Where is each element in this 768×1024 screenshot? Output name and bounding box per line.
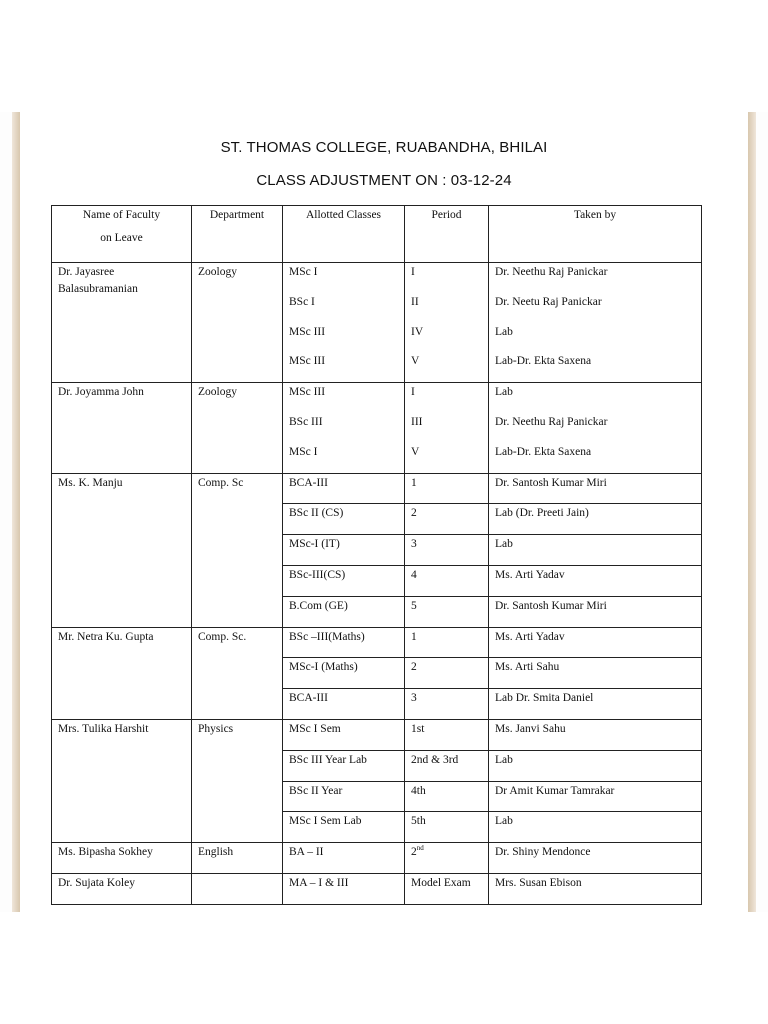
taken-by-cell <box>489 383 702 473</box>
faculty-name: Dr. Sujata Koley <box>52 873 192 904</box>
allotted-class: BCA-III <box>283 474 404 505</box>
department-name: Zoology <box>192 383 283 473</box>
allotted-class-cell <box>283 719 405 842</box>
taken-by: Dr Amit Kumar Tamrakar <box>489 782 701 813</box>
header-taken-by: Taken by <box>489 206 702 263</box>
period-value: 5th <box>411 815 426 828</box>
period-value: V <box>411 355 420 368</box>
allotted-class: MSc I Sem <box>283 720 404 751</box>
allotted-class: BA – II <box>289 846 324 859</box>
allotted-class: MSc III <box>289 325 326 338</box>
period-value-cell <box>405 873 489 904</box>
taken-by: Lab Dr. Smita Daniel <box>495 692 594 705</box>
period-value: V <box>411 445 420 458</box>
department-name: English <box>192 843 283 874</box>
allotted-class-cell <box>283 843 405 874</box>
period-value: 1 <box>405 628 488 659</box>
taken-by-cell <box>489 263 702 383</box>
allotted-class: BSc –III(Maths) <box>283 628 404 659</box>
period-value: 2 <box>405 504 488 535</box>
period-value: 3 <box>405 535 488 566</box>
period-value: 2nd <box>411 844 424 859</box>
taken-by: Dr. Shiny Mendonce <box>495 846 591 859</box>
table-row <box>52 719 702 842</box>
page-shadow-right <box>748 112 756 912</box>
table-row <box>52 843 702 874</box>
period-value: 4th <box>405 782 488 813</box>
allotted-class: BSc III <box>289 415 323 428</box>
allotted-class: BSc-III(CS) <box>283 566 404 597</box>
adjustment-date-title: CLASS ADJUSTMENT ON : 03-12-24 <box>256 172 512 189</box>
taken-by: Dr. Neetu Raj Panickar <box>495 295 602 308</box>
allotted-class-cell <box>283 627 405 719</box>
allotted-class: BCA-III <box>289 692 328 705</box>
header-allotted-classes: Allotted Classes <box>283 206 405 263</box>
allotted-class: BSc III Year Lab <box>283 751 404 782</box>
taken-by: Dr. Santosh Kumar Miri <box>489 474 701 505</box>
taken-by-cell <box>489 627 702 719</box>
period-value-cell <box>405 263 489 383</box>
taken-by: Lab <box>489 751 701 782</box>
faculty-name: Mrs. Tulika Harshit <box>52 719 192 842</box>
period-value-cell <box>405 843 489 874</box>
period-value-cell <box>405 383 489 473</box>
department-name: Zoology <box>192 263 283 383</box>
taken-by: Dr. Neethu Raj Panickar <box>495 415 608 428</box>
allotted-class: B.Com (GE) <box>289 599 348 612</box>
period-value: III <box>411 415 423 428</box>
taken-by: Ms. Arti Yadav <box>489 628 701 659</box>
table-row <box>52 873 702 904</box>
allotted-class-cell <box>283 383 405 473</box>
allotted-class: MSc I Sem Lab <box>289 815 362 828</box>
allotted-class-cell <box>283 873 405 904</box>
period-value: I <box>411 386 415 399</box>
allotted-class: BSc I <box>289 295 315 308</box>
period-value-cell <box>405 473 489 627</box>
taken-by: Ms. Janvi Sahu <box>489 720 701 751</box>
ordinal-suffix: nd <box>416 844 424 853</box>
college-title: ST. THOMAS COLLEGE, RUABANDHA, BHILAI <box>220 139 548 156</box>
period-value: II <box>411 295 419 308</box>
allotted-class: MSc I <box>289 266 318 278</box>
period-value: 5 <box>411 599 417 612</box>
header-department: Department <box>192 206 283 263</box>
allotted-class: MA – I & III <box>289 876 349 889</box>
allotted-class: MSc III <box>289 355 326 368</box>
table-row <box>52 383 702 473</box>
allotted-class: MSc-I (Maths) <box>283 658 404 689</box>
table-header-row <box>52 206 702 263</box>
taken-by: Mrs. Susan Ebison <box>495 876 582 889</box>
taken-by: Dr. Neethu Raj Panickar <box>495 266 608 278</box>
table-row <box>52 263 702 383</box>
period-value: Model Exam <box>411 876 471 889</box>
allotted-class: MSc III <box>289 386 326 399</box>
taken-by-cell <box>489 473 702 627</box>
period-value: 1st <box>405 720 488 751</box>
table-row <box>52 627 702 719</box>
allotted-class-cell <box>283 473 405 627</box>
department-name <box>192 873 283 904</box>
faculty-name: Ms. K. Manju <box>52 473 192 627</box>
page-shadow-left <box>12 112 20 912</box>
taken-by: Lab <box>495 386 513 399</box>
period-value: I <box>411 266 415 278</box>
taken-by-cell <box>489 843 702 874</box>
taken-by: Lab-Dr. Ekta Saxena <box>495 355 592 368</box>
header-period: Period <box>405 206 489 263</box>
period-value: 2nd & 3rd <box>405 751 488 782</box>
taken-by: Lab <box>489 535 701 566</box>
period-value: 3 <box>411 692 417 705</box>
taken-by: Ms. Arti Sahu <box>489 658 701 689</box>
taken-by: Lab-Dr. Ekta Saxena <box>495 445 592 458</box>
taken-by: Dr. Santosh Kumar Miri <box>495 599 607 612</box>
taken-by: Ms. Arti Yadav <box>489 566 701 597</box>
period-value-cell <box>405 627 489 719</box>
period-value: 1 <box>405 474 488 505</box>
faculty-name: Ms. Bipasha Sokhey <box>52 843 192 874</box>
allotted-class: BSc II Year <box>283 782 404 813</box>
taken-by: Lab <box>495 325 513 338</box>
department-name: Comp. Sc. <box>192 627 283 719</box>
faculty-name: Dr. Joyamma John <box>52 383 192 473</box>
allotted-class-cell <box>283 263 405 383</box>
period-value: IV <box>411 325 424 338</box>
taken-by: Lab (Dr. Preeti Jain) <box>489 504 701 535</box>
faculty-name: Mr. Netra Ku. Gupta <box>52 627 192 719</box>
period-value: 2 <box>405 658 488 689</box>
faculty-name: Dr. Jayasree Balasubramanian <box>52 263 192 383</box>
allotted-class: MSc-I (IT) <box>283 535 404 566</box>
period-value-cell <box>405 719 489 842</box>
department-name: Physics <box>192 719 283 842</box>
period-value: 4 <box>405 566 488 597</box>
taken-by: Lab <box>495 815 513 828</box>
allotted-class: MSc I <box>289 445 318 458</box>
allotted-class: BSc II (CS) <box>283 504 404 535</box>
table-row <box>52 473 702 627</box>
header-faculty: Name of Faculty on Leave <box>52 206 192 263</box>
taken-by-cell <box>489 873 702 904</box>
taken-by-cell <box>489 719 702 842</box>
department-name: Comp. Sc <box>192 473 283 627</box>
class-adjustment-table <box>51 205 702 905</box>
